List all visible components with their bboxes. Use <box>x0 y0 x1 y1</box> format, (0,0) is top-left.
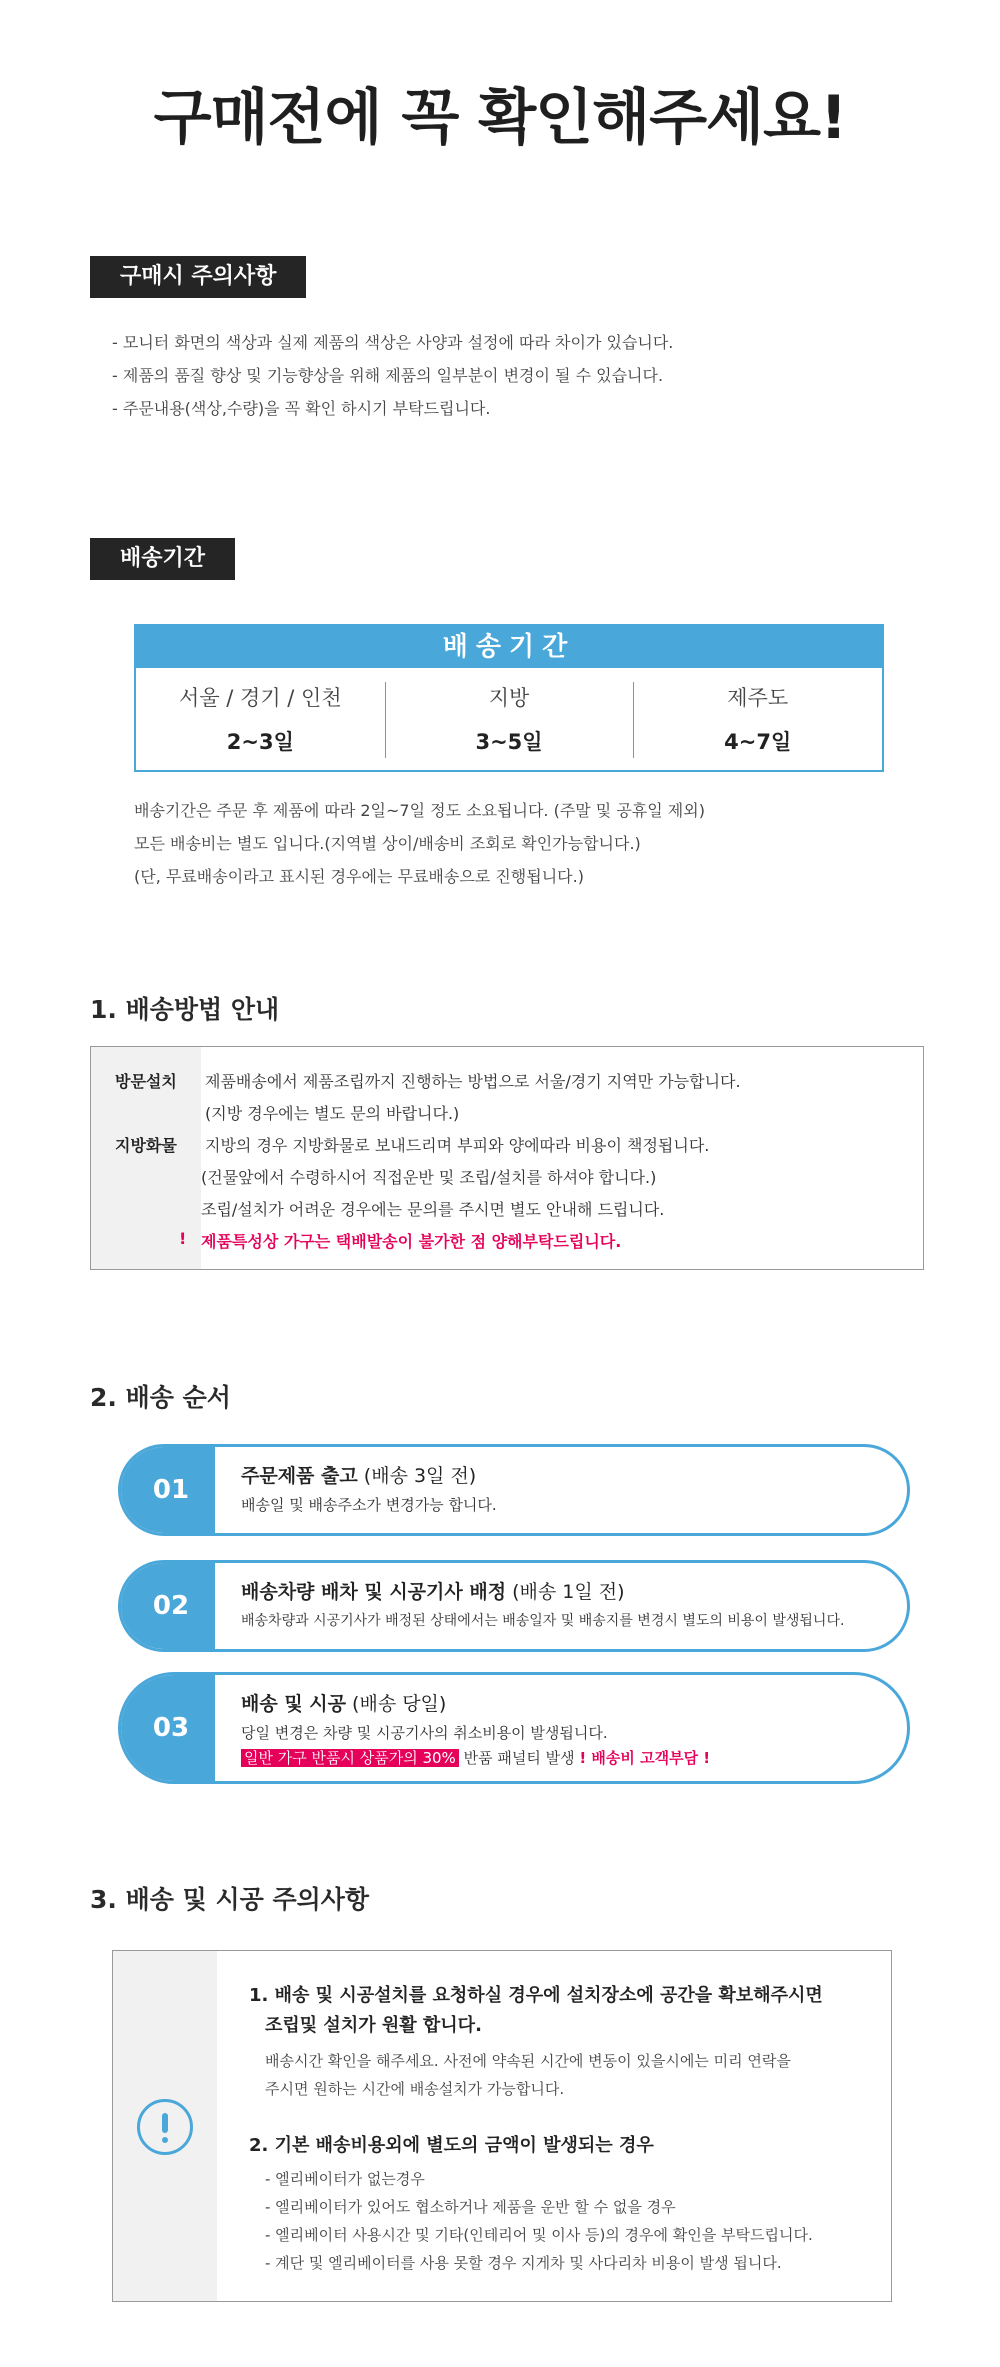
caution-heading-1b: 조립및 설치가 원활 합니다. <box>265 2015 482 2036</box>
visit-install-text: 제품배송에서 제품조립까지 진행하는 방법으로 서울/경기 지역만 가능합니다. <box>205 1072 741 1091</box>
period-column <box>136 668 385 772</box>
step-timing: (배송 당일) <box>352 1693 447 1715</box>
warning-text: 제품특성상 가구는 택배발송이 불가한 점 양해부탁드립니다. <box>201 1232 622 1251</box>
step-01 <box>118 1444 910 1536</box>
step-02 <box>118 1560 910 1652</box>
return-penalty: 반품 패널티 발생 <box>463 1749 575 1767</box>
purchase-notice-list <box>112 326 673 425</box>
step-number: 01 <box>121 1447 215 1533</box>
period-column <box>385 668 634 772</box>
page-title: 구매전에 꼭 확인해주세요! <box>153 83 847 153</box>
step-description: 당일 변경은 차량 및 시공기사의 취소비용이 발생됩니다. <box>241 1724 608 1742</box>
shipping-cost-warning: ! 배송비 고객부담 ! <box>579 1749 711 1767</box>
caution-text-line: 주시면 원하는 시간에 배송설치가 가능합니다. <box>265 2080 565 2098</box>
days-value: 4~7일 <box>724 730 792 754</box>
freight-label: 지방화물 <box>115 1136 177 1155</box>
list-item: - 엘리베이터가 없는경우 <box>265 2170 425 2188</box>
step-title: 주문제품 출고 <box>241 1465 358 1487</box>
caution-heading-1: 1. 배송 및 시공설치를 요청하실 경우에 설치장소에 공간을 확보해주시면 <box>249 1985 823 2006</box>
step-title: 배송차량 배차 및 시공기사 배정 <box>241 1581 507 1603</box>
step-number: 03 <box>121 1675 215 1781</box>
days-value: 3~5일 <box>475 730 543 754</box>
return-highlight: 일반 가구 반품시 상품가의 30% <box>241 1749 459 1767</box>
freight-note: (건물앞에서 수령하시어 직접운반 및 조립/설치를 하셔야 합니다.) <box>201 1168 657 1187</box>
freight-contact: 조립/설치가 어려운 경우에는 문의를 주시면 별도 안내해 드립니다. <box>201 1200 665 1219</box>
caution-text-line: 배송시간 확인을 해주세요. 사전에 약속된 시간에 변동이 있을시에는 미리 연락을 <box>265 2052 791 2070</box>
caution-paragraph-1 <box>265 2047 791 2103</box>
caution-box <box>112 1950 892 2302</box>
step-description: 배송일 및 배송주소가 변경가능 합니다. <box>241 1496 497 1514</box>
shipping-period-table <box>134 624 884 772</box>
step-title: 배송 및 시공 <box>241 1693 346 1715</box>
caution-section-title: 3. 배송 및 시공 주의사항 <box>90 1885 370 1914</box>
list-item: - 엘리베이터 사용시간 및 기타(인테리어 및 이사 등)의 경우에 확인을 부탁드립니다. <box>265 2226 813 2244</box>
shipping-period-table-title: 배송기간 <box>136 626 882 668</box>
visit-install-note: (지방 경우에는 별도 문의 바랍니다.) <box>205 1104 460 1123</box>
purchase-notice-label: 구매시 주의사항 <box>90 256 306 298</box>
caution-heading-2: 2. 기본 배송비용외에 별도의 금액이 발생되는 경우 <box>249 2135 654 2156</box>
region-label: 서울 / 경기 / 인천 <box>179 686 342 710</box>
region-label: 지방 <box>488 686 530 710</box>
step-timing: (배송 1일 전) <box>512 1581 625 1603</box>
freight-text: 지방의 경우 지방화물로 보내드리며 부피와 양에따라 비용이 책정됩니다. <box>205 1136 710 1155</box>
list-item: 배송기간은 주문 후 제품에 따라 2일~7일 정도 소요됩니다. (주말 및 공휴일 제외) <box>134 801 705 820</box>
list-item: (단, 무료배송이라고 표시된 경우에는 무료배송으로 진행됩니다.) <box>134 867 584 886</box>
shipping-period-label: 배송기간 <box>90 538 235 580</box>
visit-install-label: 방문설치 <box>115 1072 177 1091</box>
step-number: 02 <box>121 1563 215 1649</box>
period-column <box>633 668 882 772</box>
region-label: 제주도 <box>727 686 789 710</box>
caution-list <box>265 2165 813 2277</box>
warning-mark: ! <box>179 1229 187 1248</box>
method-section-title: 1. 배송방법 안내 <box>90 995 280 1024</box>
step-timing: (배송 3일 전) <box>363 1465 477 1487</box>
step-description: 배송차량과 시공기사가 배정된 상태에서는 배송일자 및 배송지를 변경시 별도의 비용이 발생됩니다. <box>241 1613 845 1629</box>
list-item: - 계단 및 엘리베이터를 사용 못할 경우 지게차 및 사다리차 비용이 발생 됩니다. <box>265 2254 782 2272</box>
days-value: 2~3일 <box>226 730 294 754</box>
list-item: - 제품의 품질 향상 및 기능향상을 위해 제품의 일부분이 변경이 될 수 있습니다. <box>112 366 664 385</box>
method-box <box>90 1046 924 1270</box>
list-item: 모든 배송비는 별도 입니다.(지역별 상이/배송비 조회로 확인가능합니다.) <box>134 834 641 853</box>
list-item: - 모니터 화면의 색상과 실제 제품의 색상은 사양과 설정에 따라 차이가 있습니다. <box>112 333 674 352</box>
shipping-period-notes <box>134 794 705 893</box>
exclamation-icon <box>137 2099 193 2155</box>
list-item: - 주문내용(색상,수량)을 꼭 확인 하시기 부탁드립니다. <box>112 399 491 418</box>
order-section-title: 2. 배송 순서 <box>90 1383 231 1412</box>
list-item: - 엘리베이터가 있어도 협소하거나 제품을 운반 할 수 없을 경우 <box>265 2198 676 2216</box>
step-03 <box>118 1672 910 1784</box>
